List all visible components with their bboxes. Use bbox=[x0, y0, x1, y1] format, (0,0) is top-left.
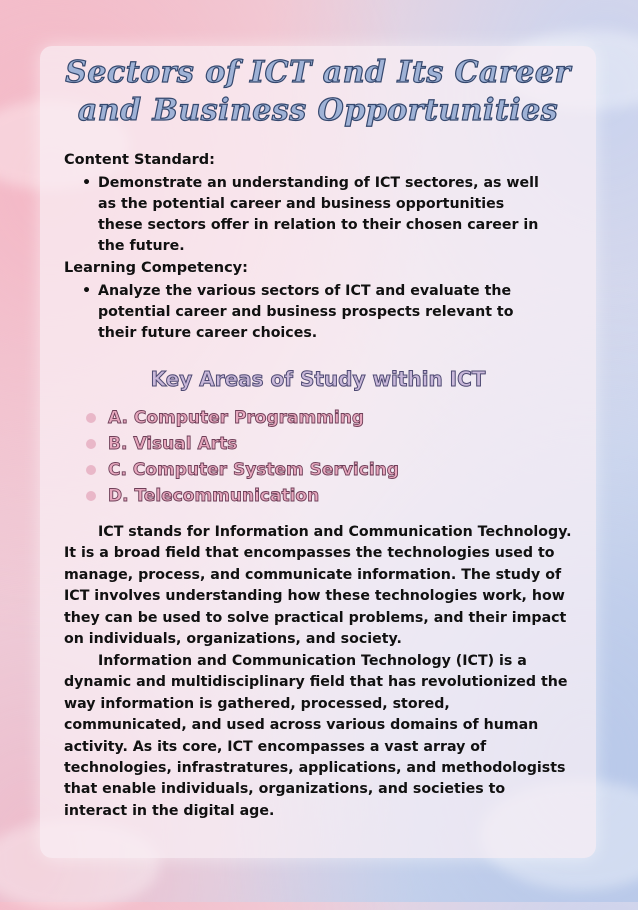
key-area-label: B. Visual Arts bbox=[108, 434, 238, 454]
list-item bbox=[80, 281, 540, 344]
paragraph-ict-description: Information and Communication Technology (ICT) is a dynamic and multidisciplinary field that has revolutionized the way information is gathered, processed, stored, communicated, and used across various domains of human activity. As its core, ICT encompasses a vast array of technologies, infrastratures, applications, and methodologists that enable individuals, organizations, and societies to interact in the digital age. bbox=[64, 653, 568, 819]
bullet-dot-icon bbox=[86, 491, 96, 501]
content-standard-list bbox=[80, 173, 540, 257]
page-title: Sectors of ICT and Its Career and Business Opportunities bbox=[65, 55, 571, 128]
key-areas-title: Key Areas of Study within ICT bbox=[150, 367, 486, 391]
list-item bbox=[86, 405, 399, 431]
list-item bbox=[80, 173, 540, 257]
content-standard-text: Demonstrate an understanding of ICT sectores, as well as the potential career and business opportunities these sectors offer in relation to their chosen career in the future. bbox=[98, 175, 539, 254]
learning-competency-text: Analyze the various sectors of ICT and evaluate the potential career and business prospects relevant to their future career choices. bbox=[98, 283, 514, 341]
key-area-label: D. Telecommunication bbox=[108, 486, 320, 506]
key-areas-list bbox=[86, 405, 399, 509]
list-item bbox=[86, 483, 399, 509]
bullet-dot-icon bbox=[86, 465, 96, 475]
content-standard-label: Content Standard: bbox=[64, 152, 215, 168]
bullet-icon: • bbox=[82, 283, 92, 299]
key-area-label: C. Computer System Servicing bbox=[108, 460, 399, 480]
paragraph-ict-definition: ICT stands for Information and Communication Technology. It is a broad field that encompasses the technologies used to manage, process, and communicate information. The study of ICT involves understanding how these technologies work, how they can be used to solve practical problems, and their impact on individuals, organizations, and society. bbox=[64, 524, 572, 648]
bullet-dot-icon bbox=[86, 413, 96, 423]
list-item bbox=[86, 431, 399, 457]
learning-competency-label: Learning Competency: bbox=[64, 260, 248, 276]
bullet-dot-icon bbox=[86, 439, 96, 449]
bullet-icon: • bbox=[82, 175, 92, 191]
learning-competency-list bbox=[80, 281, 540, 344]
key-area-label: A. Computer Programming bbox=[108, 408, 365, 428]
list-item bbox=[86, 457, 399, 483]
